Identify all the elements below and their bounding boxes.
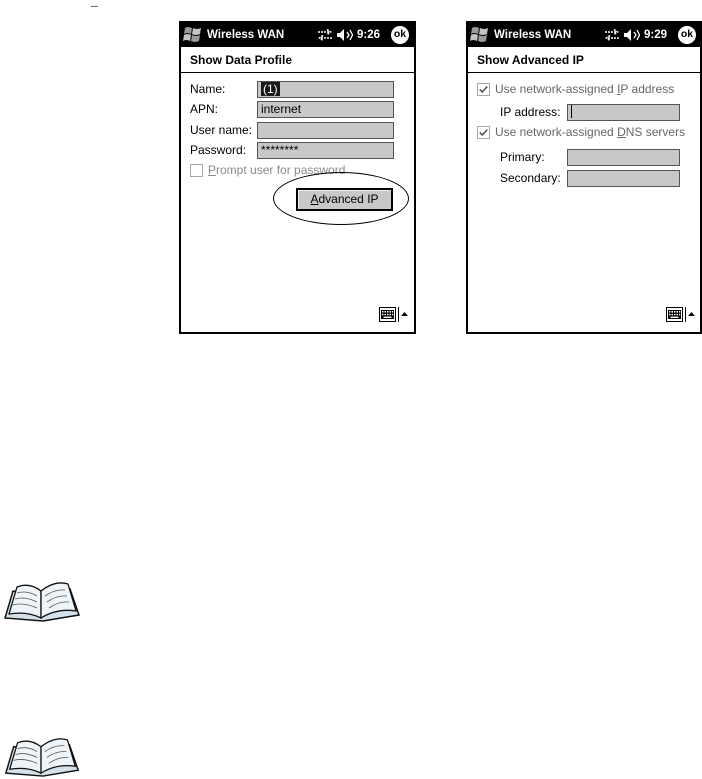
name-field[interactable] [257, 81, 394, 98]
network-ip-checkbox[interactable] [477, 83, 490, 96]
up-arrow-icon[interactable] [398, 307, 409, 322]
secondary-dns-label: Secondary: [500, 171, 561, 185]
app-title: Wireless WAN [494, 29, 572, 41]
ok-button[interactable]: ok [678, 26, 696, 44]
up-arrow-icon[interactable] [685, 307, 696, 322]
primary-dns-field[interactable] [567, 149, 680, 166]
title-bar [181, 23, 414, 47]
header-divider [468, 72, 700, 73]
book-icon [3, 734, 81, 779]
network-ip-post: P address [620, 82, 675, 96]
password-field[interactable] [257, 142, 394, 159]
name-label: Name: [190, 82, 226, 96]
network-dns-pre: Use network-assigned [495, 125, 618, 139]
check-icon [478, 84, 489, 95]
user-name-label: User name: [190, 123, 253, 137]
network-ip-label[interactable] [495, 82, 674, 97]
apn-value: internet [261, 102, 302, 116]
page-text-fragment: _ [91, 0, 98, 8]
speaker-icon[interactable] [623, 28, 640, 42]
ip-address-label: IP address: [500, 105, 561, 119]
network-ip-key: I [617, 82, 621, 96]
text-cursor [571, 105, 572, 118]
keyboard-icon[interactable] [379, 307, 396, 322]
app-title: Wireless WAN [207, 29, 285, 41]
primary-dns-label: Primary: [500, 150, 545, 164]
network-ip-pre: Use network-assigned [495, 82, 618, 96]
clock-time[interactable]: 9:26 [357, 29, 381, 41]
windows-flag-icon[interactable] [469, 23, 491, 47]
network-dns-checkbox[interactable] [477, 126, 490, 139]
advanced-ip-key: A [310, 192, 319, 206]
page-title: Show Data Profile [190, 53, 293, 67]
book-icon [3, 578, 81, 624]
speaker-icon[interactable] [336, 28, 353, 42]
prompt-label-key: P [208, 163, 217, 177]
header-divider [181, 72, 414, 73]
network-dns-post: NS servers [625, 125, 686, 139]
page-title: Show Advanced IP [477, 53, 584, 67]
network-dns-key: D [617, 125, 626, 139]
prompt-label-post: rompt user for password [216, 163, 346, 177]
keyboard-icon[interactable] [666, 307, 683, 322]
apn-label: APN: [190, 102, 219, 116]
password-label: Password: [190, 143, 247, 157]
secondary-dns-field[interactable] [567, 170, 680, 187]
callout-ellipse [273, 172, 409, 225]
clock-time[interactable]: 9:29 [644, 29, 668, 41]
title-bar [468, 23, 700, 47]
ok-button[interactable]: ok [391, 26, 409, 44]
advanced-ip-post: dvanced IP [318, 192, 379, 206]
check-icon [478, 127, 489, 138]
show-advanced-ip-screen [466, 21, 702, 334]
ip-address-field[interactable] [567, 104, 680, 121]
prompt-password-checkbox[interactable] [190, 164, 203, 177]
apn-field[interactable] [257, 101, 394, 118]
name-value: (1) [263, 82, 278, 96]
connectivity-icon[interactable] [604, 29, 620, 41]
windows-flag-icon[interactable] [182, 23, 204, 47]
network-dns-label[interactable] [495, 125, 685, 140]
user-name-field[interactable] [257, 122, 394, 139]
connectivity-icon[interactable] [317, 29, 333, 41]
password-value: ******** [261, 143, 299, 157]
